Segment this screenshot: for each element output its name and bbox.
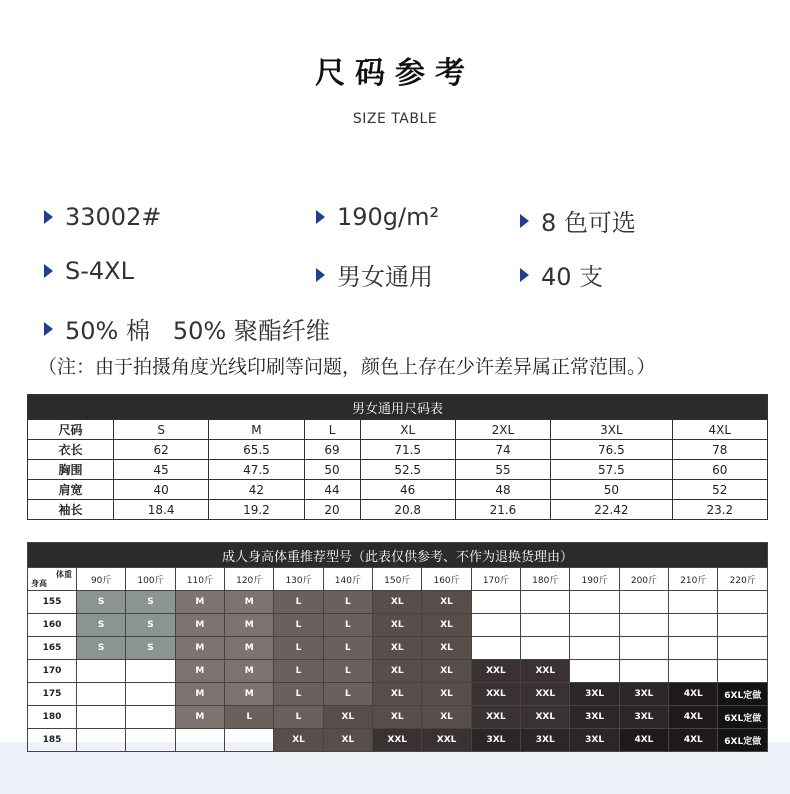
size-recommendation-cell: M: [225, 683, 274, 706]
table-row: [28, 706, 768, 729]
size-recommendation-cell: 4XL: [619, 729, 668, 752]
size-recommendation-cell: M: [175, 706, 224, 729]
table-header-cell: 2XL: [455, 420, 550, 440]
size-recommendation-cell: [521, 637, 570, 660]
weight-header-cell: 190斤: [570, 568, 619, 591]
table-row-label: 袖长: [28, 500, 114, 520]
size-recommendation-cell: L: [274, 637, 323, 660]
corner-height-label: 身高: [31, 579, 47, 588]
height-label-cell: 175: [28, 683, 77, 706]
table-header-cell: M: [209, 420, 304, 440]
table-cell: 50: [551, 480, 673, 500]
size-recommendation-cell: [619, 614, 668, 637]
table-row: [28, 480, 768, 500]
height-label-cell: 185: [28, 729, 77, 752]
size-recommendation-cell: 3XL: [570, 683, 619, 706]
spec-item-weight: 190g/m²: [316, 203, 439, 231]
size-recommendation-cell: M: [175, 591, 224, 614]
table-row: [28, 683, 768, 706]
size-recommendation-cell: 3XL: [521, 729, 570, 752]
size-recommendation-cell: [471, 614, 520, 637]
weight-header-cell: 160斤: [422, 568, 471, 591]
size-recommendation-cell: L: [323, 683, 372, 706]
table-cell: 65.5: [209, 440, 304, 460]
table-row: [28, 660, 768, 683]
table-cell: 20: [304, 500, 360, 520]
size-recommendation-cell: XXL: [521, 660, 570, 683]
size-recommendation-cell: S: [126, 614, 175, 637]
spec-item-material: 50% 棉 50% 聚酯纤维: [44, 311, 330, 346]
table-cell: 62: [114, 440, 209, 460]
size-recommendation-cell: [669, 637, 718, 660]
size-recommendation-cell: S: [126, 637, 175, 660]
table-cell: 60: [672, 460, 767, 480]
table-row: [28, 460, 768, 480]
size-recommendation-cell: [619, 660, 668, 683]
height-label-cell: 155: [28, 591, 77, 614]
size-recommendation-cell: [669, 591, 718, 614]
table-cell: 22.42: [551, 500, 673, 520]
size-recommendation-cell: [619, 637, 668, 660]
chevron-right-icon: [520, 214, 529, 228]
table-cell: 18.4: [114, 500, 209, 520]
table-row: [28, 637, 768, 660]
table-cell: 19.2: [209, 500, 304, 520]
recommendation-table: [27, 542, 768, 752]
weight-header-cell: 90斤: [77, 568, 126, 591]
table-cell: 47.5: [209, 460, 304, 480]
corner-cell: [28, 568, 77, 591]
size-recommendation-cell: XL: [422, 660, 471, 683]
weight-header-row: [28, 568, 768, 591]
table-cell: 40: [114, 480, 209, 500]
table-cell: 52: [672, 480, 767, 500]
size-recommendation-cell: XL: [422, 614, 471, 637]
size-recommendation-cell: 3XL: [471, 729, 520, 752]
disclaimer-note: （注：由于拍摄角度光线印刷等问题，颜色上存在少许差异属正常范围。）: [38, 356, 656, 378]
table-cell: 50: [304, 460, 360, 480]
size-recommendation-cell: M: [175, 614, 224, 637]
size-recommendation-cell: [570, 660, 619, 683]
size-recommendation-cell: 6XL定做: [718, 706, 768, 729]
size-recommendation-cell: [521, 591, 570, 614]
size-recommendation-cell: XL: [422, 591, 471, 614]
size-recommendation-cell: [570, 591, 619, 614]
size-recommendation-cell: 3XL: [619, 706, 668, 729]
size-recommendation-cell: S: [77, 614, 126, 637]
size-recommendation-cell: [225, 729, 274, 752]
size-recommendation-cell: [126, 706, 175, 729]
table-cell: 69: [304, 440, 360, 460]
table-row-label: 胸围: [28, 460, 114, 480]
size-recommendation-cell: L: [274, 614, 323, 637]
size-recommendation-cell: M: [225, 660, 274, 683]
table-row: [28, 729, 768, 752]
size-recommendation-cell: 6XL定做: [718, 729, 768, 752]
table-cell: 44: [304, 480, 360, 500]
page-title: 尺码参考: [315, 56, 475, 91]
size-table-title: 男女通用尺码表: [28, 395, 768, 420]
size-recommendation-cell: L: [225, 706, 274, 729]
weight-header-cell: 180斤: [521, 568, 570, 591]
chevron-right-icon: [316, 210, 325, 224]
chevron-right-icon: [44, 264, 53, 278]
table-cell: 46: [360, 480, 455, 500]
recommendation-body: [28, 591, 768, 752]
size-recommendation-cell: [126, 683, 175, 706]
size-recommendation-cell: XL: [274, 729, 323, 752]
size-recommendation-cell: XL: [373, 660, 422, 683]
size-recommendation-cell: XXL: [471, 706, 520, 729]
table-header-cell: 尺码: [28, 420, 114, 440]
height-label-cell: 170: [28, 660, 77, 683]
size-recommendation-cell: XL: [373, 637, 422, 660]
size-table: [27, 394, 768, 520]
height-label-cell: 160: [28, 614, 77, 637]
size-recommendation-cell: 4XL: [669, 683, 718, 706]
weight-header-cell: 200斤: [619, 568, 668, 591]
size-recommendation-cell: XL: [422, 683, 471, 706]
table-row: [28, 440, 768, 460]
table-cell: 23.2: [672, 500, 767, 520]
size-recommendation-cell: XXL: [373, 729, 422, 752]
size-recommendation-cell: 6XL定做: [718, 683, 768, 706]
size-recommendation-cell: XL: [422, 637, 471, 660]
table-cell: 48: [455, 480, 550, 500]
size-recommendation-cell: L: [323, 660, 372, 683]
table-cell: 21.6: [455, 500, 550, 520]
size-recommendation-cell: M: [225, 614, 274, 637]
table-cell: 71.5: [360, 440, 455, 460]
weight-header-cell: 210斤: [669, 568, 718, 591]
chevron-right-icon: [44, 210, 53, 224]
size-recommendation-cell: M: [225, 591, 274, 614]
table-row-label: 肩宽: [28, 480, 114, 500]
page-subtitle: SIZE TABLE: [352, 111, 438, 127]
size-recommendation-cell: S: [77, 591, 126, 614]
size-recommendation-cell: [175, 729, 224, 752]
recommendation-table-title: 成人身高体重推荐型号（此表仅供参考、不作为退换货理由）: [28, 543, 768, 568]
size-recommendation-cell: XL: [373, 591, 422, 614]
table-cell: 57.5: [551, 460, 673, 480]
size-recommendation-cell: S: [126, 591, 175, 614]
size-recommendation-cell: [471, 591, 520, 614]
table-cell: 74: [455, 440, 550, 460]
table-cell: 55: [455, 460, 550, 480]
size-recommendation-cell: M: [225, 637, 274, 660]
spec-item-gender: 男女通用: [316, 257, 433, 292]
weight-header-cell: 130斤: [274, 568, 323, 591]
table-header-cell: 4XL: [672, 420, 767, 440]
size-recommendation-cell: L: [323, 614, 372, 637]
size-recommendation-cell: [521, 614, 570, 637]
size-recommendation-cell: M: [175, 637, 224, 660]
chevron-right-icon: [44, 322, 53, 336]
size-recommendation-cell: XXL: [471, 683, 520, 706]
size-recommendation-cell: L: [323, 637, 372, 660]
table-row: [28, 614, 768, 637]
size-table-header-row: [28, 420, 768, 440]
size-recommendation-cell: [77, 729, 126, 752]
height-label-cell: 180: [28, 706, 77, 729]
size-recommendation-cell: [77, 683, 126, 706]
chevron-right-icon: [520, 268, 529, 282]
size-recommendation-cell: [126, 729, 175, 752]
size-recommendation-cell: [669, 614, 718, 637]
size-recommendation-cell: XL: [373, 706, 422, 729]
size-recommendation-cell: [77, 706, 126, 729]
spec-item-style: 33002#: [44, 203, 161, 231]
table-row: [28, 591, 768, 614]
table-row-label: 衣长: [28, 440, 114, 460]
height-label-cell: 165: [28, 637, 77, 660]
size-recommendation-cell: [570, 614, 619, 637]
size-recommendation-cell: S: [77, 637, 126, 660]
size-recommendation-cell: XXL: [471, 660, 520, 683]
size-recommendation-cell: XL: [373, 683, 422, 706]
size-recommendation-cell: 4XL: [669, 706, 718, 729]
size-recommendation-cell: L: [274, 660, 323, 683]
size-recommendation-cell: [570, 637, 619, 660]
spec-item-sizes: S-4XL: [44, 257, 134, 285]
spec-item-yarn: 40 支: [520, 257, 603, 292]
size-recommendation-cell: XL: [422, 706, 471, 729]
size-recommendation-cell: M: [175, 683, 224, 706]
size-recommendation-cell: XXL: [521, 683, 570, 706]
size-recommendation-cell: [619, 591, 668, 614]
weight-header-cell: 220斤: [718, 568, 768, 591]
chevron-right-icon: [316, 268, 325, 282]
size-recommendation-cell: 4XL: [669, 729, 718, 752]
size-recommendation-cell: L: [274, 683, 323, 706]
size-recommendation-cell: [77, 660, 126, 683]
size-recommendation-cell: [718, 660, 768, 683]
size-recommendation-cell: M: [175, 660, 224, 683]
table-header-cell: S: [114, 420, 209, 440]
table-header-cell: XL: [360, 420, 455, 440]
size-recommendation-cell: XXL: [422, 729, 471, 752]
weight-header-cell: 140斤: [323, 568, 372, 591]
size-recommendation-cell: [718, 591, 768, 614]
size-recommendation-cell: XL: [373, 614, 422, 637]
corner-weight-label: 体重: [56, 570, 72, 579]
size-recommendation-cell: 3XL: [570, 706, 619, 729]
table-header-cell: L: [304, 420, 360, 440]
size-recommendation-cell: 3XL: [619, 683, 668, 706]
size-recommendation-cell: L: [274, 591, 323, 614]
spec-item-colors: 8 色可选: [520, 203, 636, 238]
weight-header-cell: 150斤: [373, 568, 422, 591]
size-recommendation-cell: [718, 614, 768, 637]
size-recommendation-cell: L: [274, 706, 323, 729]
table-cell: 52.5: [360, 460, 455, 480]
table-header-cell: 3XL: [551, 420, 673, 440]
size-recommendation-cell: 3XL: [570, 729, 619, 752]
size-recommendation-cell: L: [323, 591, 372, 614]
table-cell: 76.5: [551, 440, 673, 460]
table-cell: 42: [209, 480, 304, 500]
size-recommendation-cell: XXL: [521, 706, 570, 729]
size-recommendation-cell: XL: [323, 729, 372, 752]
table-row: [28, 500, 768, 520]
table-cell: 78: [672, 440, 767, 460]
table-cell: 20.8: [360, 500, 455, 520]
size-recommendation-cell: [471, 637, 520, 660]
size-recommendation-cell: [718, 637, 768, 660]
weight-header-cell: 120斤: [225, 568, 274, 591]
table-cell: 45: [114, 460, 209, 480]
weight-header-cell: 100斤: [126, 568, 175, 591]
size-recommendation-cell: [669, 660, 718, 683]
size-recommendation-cell: [126, 660, 175, 683]
weight-header-cell: 170斤: [471, 568, 520, 591]
size-recommendation-cell: XL: [323, 706, 372, 729]
weight-header-cell: 110斤: [175, 568, 224, 591]
